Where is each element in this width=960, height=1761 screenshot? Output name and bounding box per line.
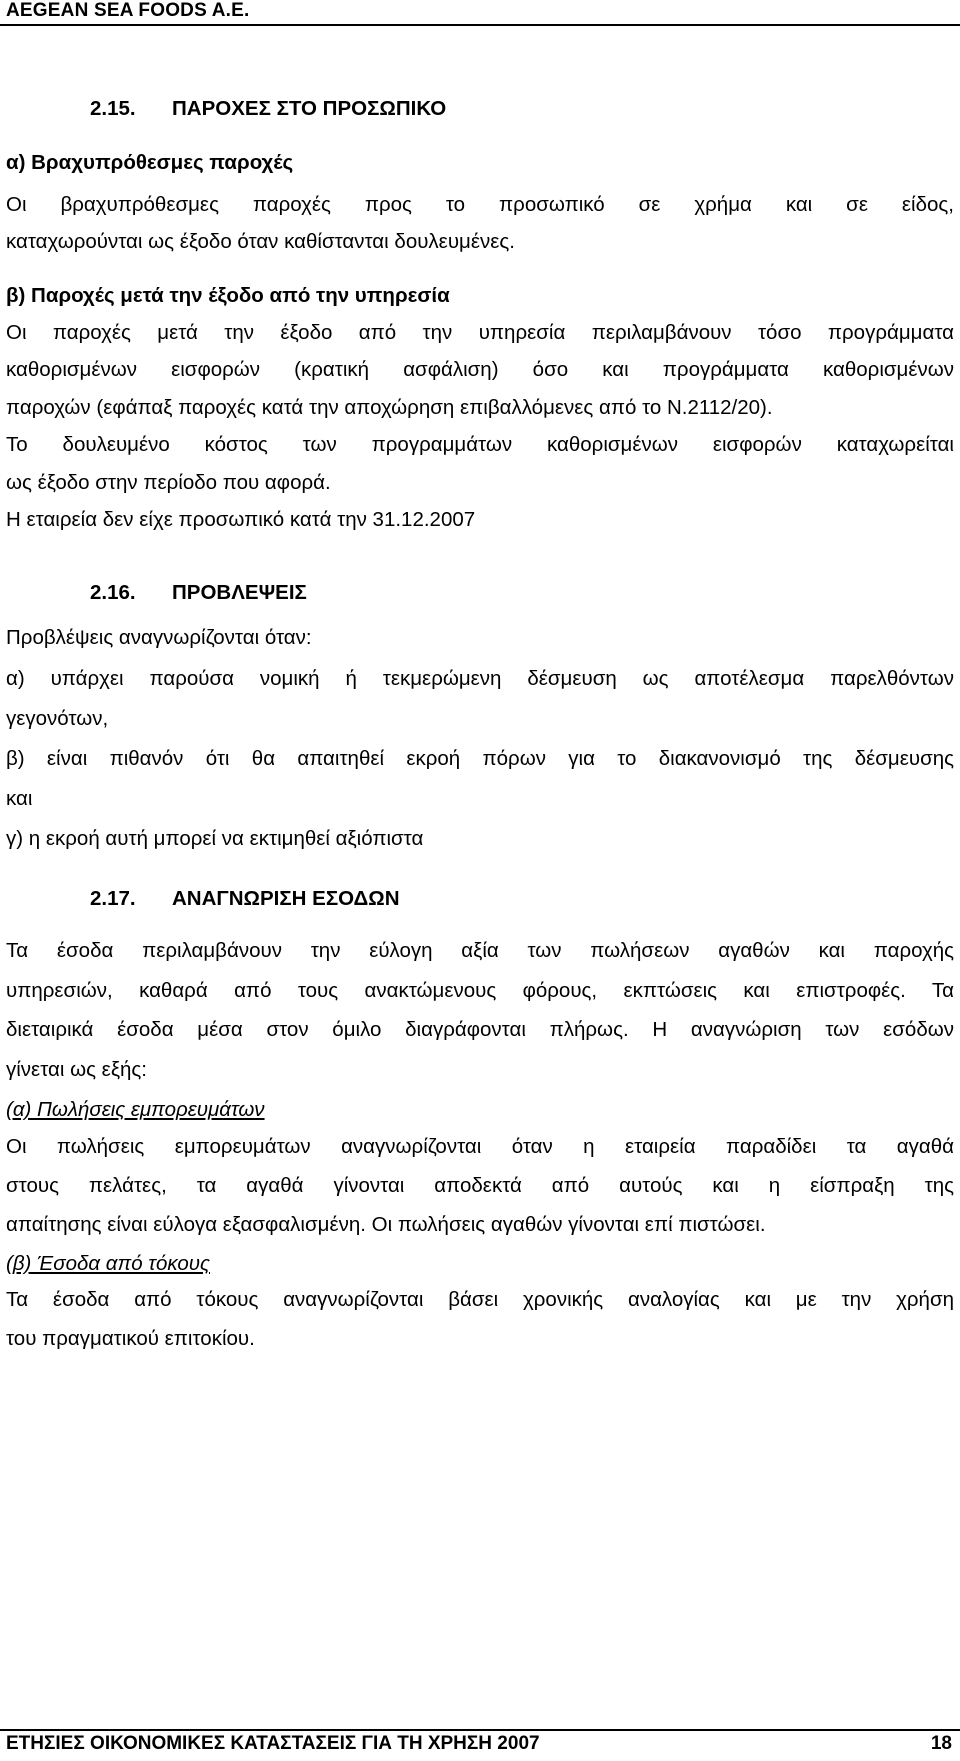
section-number: 2.17. (90, 887, 136, 910)
subsection-title-sales (6, 1097, 954, 1123)
paragraph-line: Οι πωλήσεις εμπορευμάτων αναγνωρίζονται όταν η εταιρεία παραδίδει τα αγαθά (6, 1135, 954, 1158)
subsection-title: β) Παροχές μετά την έξοδο από την υπηρεσία (6, 284, 450, 307)
section-title: ΑΝΑΓΝΩΡΙΣΗ ΕΣΟΔΩΝ (172, 887, 400, 910)
paragraph-line: γ) η εκροή αυτή μπορεί να εκτιμηθεί αξιόπιστα (6, 827, 424, 850)
section-heading-2-17 (90, 886, 960, 912)
paragraph-line: Τα έσοδα περιλαμβάνουν την εύλογη αξία των πωλήσεων αγαθών και παροχής (6, 939, 954, 962)
section-number: 2.15. (90, 97, 136, 120)
paragraph-line: και (6, 787, 33, 810)
section-title: ΠΡΟΒΛΕΨΕΙΣ (172, 581, 307, 604)
paragraph-line: Οι παροχές μετά την έξοδο από την υπηρεσία περιλαμβάνουν τόσο προγράμματα (6, 321, 954, 344)
paragraph-line: παροχών (εφάπαξ παροχές κατά την αποχώρηση επιβαλλόμενες από το Ν.2112/20). (6, 396, 773, 419)
paragraph-line: β) είναι πιθανόν ότι θα απαιτηθεί εκροή πόρων για το διακανονισμό της δέσμευσης (6, 747, 954, 770)
paragraph-line: καταχωρούνται ως έξοδο όταν καθίστανται δουλευμένες. (6, 230, 515, 253)
paragraph-line: Το δουλευμένο κόστος των προγραμμάτων καθορισμένων εισφορών καταχωρείται (6, 433, 954, 456)
page-number: 18 (930, 1733, 952, 1754)
company-header: AEGEAN SEA FOODS A.E. (6, 0, 250, 21)
subsection-title-text: (β) Έσοδα από τόκους (6, 1252, 210, 1275)
paragraph-line: Τα έσοδα από τόκους αναγνωρίζονται βάσει χρονικής αναλογίας και με την χρήση (6, 1288, 954, 1311)
footer-title: ΕΤΗΣΙΕΣ ΟΙΚΟΝΟΜΙΚΕΣ ΚΑΤΑΣΤΑΣΕΙΣ ΓΙΑ ΤΗ ΧΡΗΣΗ 2007 (6, 1733, 540, 1754)
paragraph-line: απαίτησης είναι εύλογα εξασφαλισμένη. Οι πωλήσεις αγαθών γίνονται επί πιστώσει. (6, 1213, 766, 1236)
section-title: ΠΑΡΟΧΕΣ ΣΤΟ ΠΡΟΣΩΠΙΚΟ (172, 97, 447, 120)
paragraph-line: γεγονότων, (6, 707, 109, 730)
paragraph-line: διεταιρικά έσοδα μέσα στον όμιλο διαγράφονται πλήρως. Η αναγνώριση των εσόδων (6, 1018, 954, 1041)
section-heading-2-15 (90, 96, 960, 122)
paragraph-line: του πραγματικού επιτοκίου. (6, 1327, 255, 1350)
subsection-title-interest (6, 1251, 954, 1277)
paragraph-line: α) υπάρχει παρούσα νομική ή τεκμερώμενη δέσμευση ως αποτέλεσμα παρελθόντων (6, 667, 954, 690)
paragraph-line: στους πελάτες, τα αγαθά γίνονται αποδεκτά από αυτούς και η είσπραξη της (6, 1174, 954, 1197)
paragraph-line: Προβλέψεις αναγνωρίζονται όταν: (6, 626, 312, 649)
paragraph-line: Η εταιρεία δεν είχε προσωπικό κατά την 31.12.2007 (6, 508, 476, 531)
subsection-title-text: (α) Πωλήσεις εμπορευμάτων (6, 1098, 265, 1121)
footer-divider (0, 1729, 960, 1731)
paragraph-line: καθορισμένων εισφορών (κρατική ασφάλιση) όσο και προγράμματα καθορισμένων (6, 358, 954, 381)
subsection-title: α) Βραχυπρόθεσμες παροχές (6, 151, 294, 174)
paragraph-line: ως έξοδο στην περίοδο που αφορά. (6, 471, 331, 494)
section-heading-2-16 (90, 580, 960, 606)
header-divider (0, 24, 960, 26)
paragraph-line: υπηρεσιών, καθαρά από τους ανακτώμενους φόρους, εκπτώσεις και επιστροφές. Τα (6, 979, 954, 1002)
paragraph-line: Οι βραχυπρόθεσμες παροχές προς το προσωπικό σε χρήμα και σε είδος, (6, 193, 954, 216)
section-number: 2.16. (90, 581, 136, 604)
paragraph-line: γίνεται ως εξής: (6, 1058, 147, 1081)
